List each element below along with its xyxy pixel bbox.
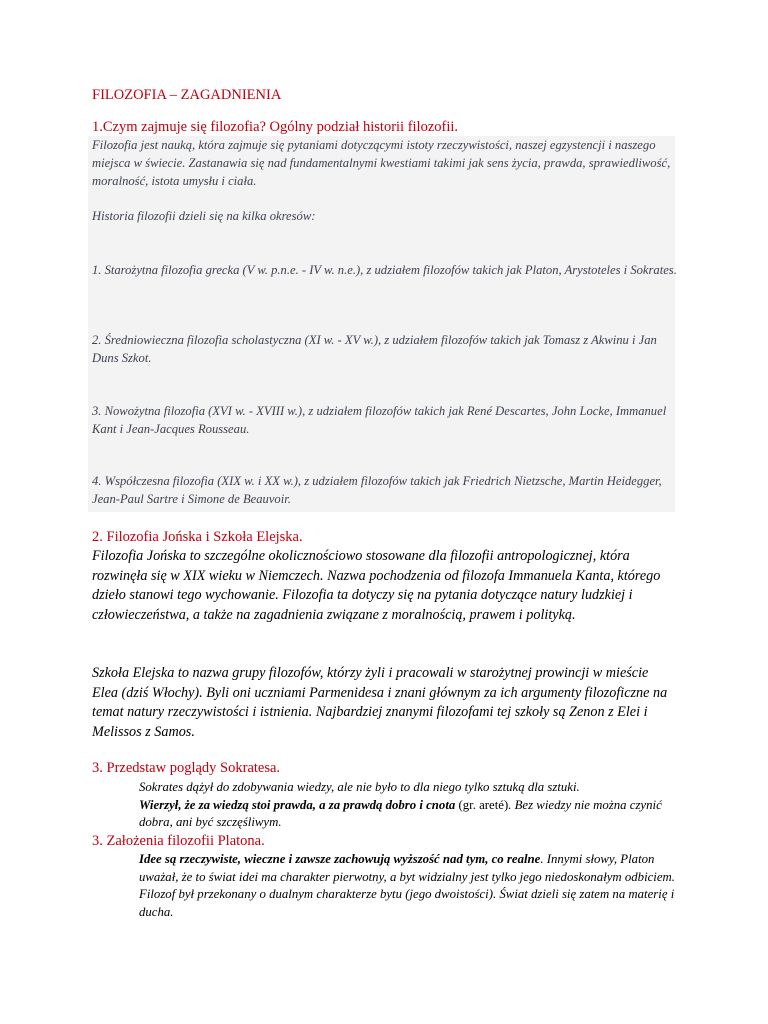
section-2-heading: 2. Filozofia Jońska i Szkoła Elejska. <box>92 529 303 545</box>
plato-bold-thesis: Idee są rzeczywiste, wieczne i zawsze zachowują wyższość nad tym, co realne <box>139 852 541 866</box>
socrates-bold-thesis: Wierzył, że za wiedzą stoi prawda, a za prawdą dobro i cnota <box>139 797 456 812</box>
section-1-highlight-block <box>88 136 675 512</box>
period-2: 2. Średniowieczna filozofia scholastyczna (XI w. - XV w.), z udziałem filozofów takich jak Tomasz z Akwinu i Jan Duns Szkot. <box>92 333 657 365</box>
section-1-intro: Filozofia jest nauką, która zajmuje się pytaniami dotyczącymi istoty rzeczywistości, naszej egzystencji i naszego miejsca w świecie. Zastanawia się nad fundamentalnymi kwestiami takimi jak sens życia, prawda, sprawiedliwość, moralność, istota umysłu i ciała. <box>92 138 671 188</box>
socrates-rest: . Bez wiedzy nie można czynić dobra, ani być szczęśliwym. <box>139 797 662 829</box>
period-1: 1. Starożytna filozofia grecka (V w. p.n.e. - IV w. n.e.), z udziałem filozofów takich jak Platon, Arystoteles i Sokrates. <box>92 263 677 277</box>
socrates-text <box>139 779 679 832</box>
section-2-paragraph-ionian: Filozofia Jońska to szczególne okolicznościowo stosowane dla filozofii antropologicznej, która rozwinęła się w XIX wieku w Niemczech. Nazwa pochodzenia od filozofa Immanuela Kanta, którego dzieło stanowi tego wychowanie. Filozofia ta dotyczy się na pytania dotyczące natury ludzkiej i człowieczeństwa, a także na zagadnienia związane z moralnością, prawem i polityką. <box>92 548 661 623</box>
period-4: 4. Współczesna filozofia (XIX w. i XX w.), z udziałem filozofów takich jak Friedrich Nietzsche, Martin Heidegger, Jean-Paul Sartre i Simone de Beauvoir. <box>92 474 662 506</box>
section-2-paragraph-eleatic: Szkoła Elejska to nazwa grupy filozofów, którzy żyli i pracowali w starożytnej prowincji w mieście Elea (dziś Włochy). Byli oni uczniami Parmenidesa i znani głównym za ich argumenty filozoficzne na temat natury rzeczywistości i istnienia. Najbardziej znanymi filozofami tej szkoły są Zenon z Elei i Melissos z Samos. <box>92 665 668 740</box>
section-1-periods-intro: Historia filozofii dzieli się na kilka okresów: <box>92 209 316 223</box>
socrates-greek-term: (gr. areté) <box>455 797 509 812</box>
document-title: FILOZOFIA – ZAGADNIENIA <box>92 87 282 103</box>
period-3: 3. Nowożytna filozofia (XVI w. - XVIII w.), z udziałem filozofów takich jak René Descartes, John Locke, Immanuel Kant i Jean-Jacques Rousseau. <box>92 404 667 436</box>
socrates-line-1: Sokrates dążył do zdobywania wiedzy, ale nie było to dla niego tylko sztuką dla sztuki. <box>139 780 580 794</box>
plato-text <box>139 851 679 921</box>
section-3-socrates-heading: 3. Przedstaw poglądy Sokratesa. <box>92 760 281 776</box>
section-1-heading: 1.Czym zajmuje się filozofia? Ogólny podział historii filozofii. <box>92 119 459 135</box>
plato-rest: . Innymi słowy, Platon uważał, że to świat idei ma charakter pierwotny, a byt widzialny jest tylko jego niedoskonałym odbiciem. Filozof był przekonany o dualnym charakterze bytu (jego dwoistości). Świat dzieli się zatem na materię i ducha. <box>139 852 675 919</box>
section-3-plato-heading: 3. Założenia filozofii Platona. <box>92 833 265 849</box>
